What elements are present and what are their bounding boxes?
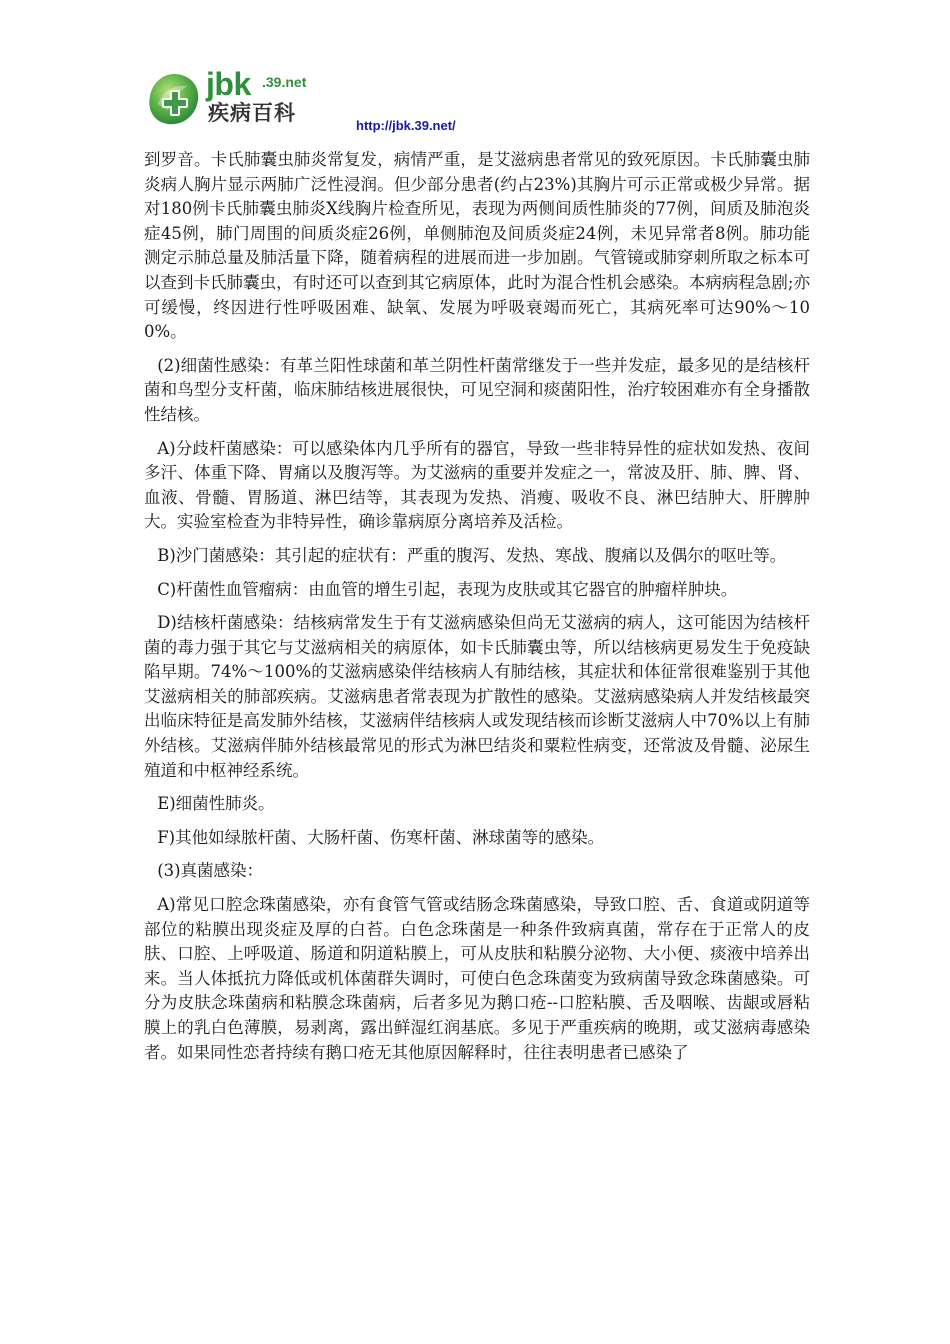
medical-cross-logo-icon [144,70,204,130]
paragraph-salmonella: B)沙门菌感染：其引起的症状有：严重的腹泻、发热、寒战、腹痛以及偶尔的呕吐等。 [157,545,787,565]
logo-brand-text: jbk [206,66,251,102]
paragraph-bacterial-infection: (2)细菌性感染：有革兰阳性球菌和革兰阴性杆菌常继发于一些并发症，最多见的是结核杆菌和鸟型分支杆菌，临床肺结核进展很快，可见空洞和痰菌阳性，治疗较困难亦有全身播散性结核。 [144,355,810,424]
paragraph-angiomatosis: C)杆菌性血管瘤病：由血管的增生引起，表现为皮肤或其它器官的肿瘤样肿块。 [157,579,738,599]
paragraph-tuberculosis: D)结核杆菌感染：结核病常发生于有艾滋病感染但尚无艾滋病的病人，这可能因为结核杆菌的毒力强于其它与艾滋病相关的病原体，如卡氏肺囊虫等，所以结核病更易发生于免疫缺陷早期。74%～100%的艾滋病感染伴结核病人有肺结核，其症状和体征常很难鉴别于其他艾滋病相关的肺部疾病。艾滋病患者常表现为扩散性的感染。艾滋病感染病人并发结核最突出临床特征是高发肺外结核，艾滋病伴结核病人或发现结核而诊断艾滋病人中70%以上有肺外结核。艾滋病伴肺外结核最常见的形式为淋巴结炎和粟粒性病变，还常波及骨髓、泌尿生殖道和中枢神经系统。 [144,613,810,780]
paragraph-candida: A)常见口腔念珠菌感染，亦有食管气管或结肠念珠菌感染，导致口腔、舌、食道或阴道等部位的粘膜出现炎症及厚的白苔。白色念珠菌是一种条件致病真菌，常存在于正常人的皮肤、口腔、上呼吸道、肠道和阴道粘膜上，可从皮肤和粘膜分泌物、大小便、痰液中培养出来。当人体抵抗力降低或机体菌群失调时，可使白色念珠菌变为致病菌导致念珠菌感染。可分为皮肤念珠菌病和粘膜念珠菌病，后者多见为鹅口疮--口腔粘膜、舌及咽喉、齿龈或唇粘膜上的乳白色薄膜，易剥离，露出鲜湿红润基底。多见于严重疾病的晚期，或艾滋病毒感染者。如果同性恋者持续有鹅口疮无其他原因解释时，往往表明患者已感染了 [144,895,810,1062]
page-header [140,64,660,144]
paragraph-bacterial-pneumonia: E)细菌性肺炎。 [157,794,275,814]
paragraph-mycobacterium: A)分歧杆菌感染：可以感染体内几乎所有的器官，导致一些非特异性的症状如发热、夜间多汗、体重下降、胃痛以及腹泻等。为艾滋病的重要并发症之一，常波及肝、肺、脾、肾、血液、骨髓、胃肠道、淋巴结等，其表现为发热、消瘦、吸收不良、淋巴结肿大、肝脾肿大。实验室检查为非特异性，确诊靠病原分离培养及活检。 [144,438,810,532]
paragraph-pcp-continued: 到罗音。卡氏肺囊虫肺炎常复发，病情严重，是艾滋病患者常见的致死原因。卡氏肺囊虫肺炎病人胸片显示两肺广泛性浸润。但少部分患者(约占23%)其胸片可示正常或极少异常。据对180例卡氏肺囊虫肺炎X线胸片检查所见，表现为两侧间质性肺炎的77例，间质及肺泡炎症45例，肺门周围的间质炎症26例，单侧肺泡及间质炎症24例，未见异常者8例。肺功能测定示肺总量及肺活量下降，随着病程的进展而进一步加剧。气管镜或肺穿刺所取之标本可以查到卡氏肺囊虫，有时还可以查到其它病原体，此时为混合性机会感染。本病病程急剧;亦可缓慢，终因进行性呼吸困难、缺氧、发展为呼吸衰竭而死亡，其病死率可达90%～100%。 [144,150,810,342]
paragraph-other-bacteria: F)其他如绿脓杆菌、大肠杆菌、伤寒杆菌、淋球菌等的感染。 [157,827,605,847]
logo-domain-text: .39.net [262,74,307,90]
article-body [144,148,810,1074]
site-url-link[interactable]: http://jbk.39.net/ [356,118,456,133]
site-logo[interactable] [140,64,340,134]
logo-chinese-text: 疾病百科 [208,101,296,125]
paragraph-fungal-heading: (3)真菌感染： [157,861,264,881]
